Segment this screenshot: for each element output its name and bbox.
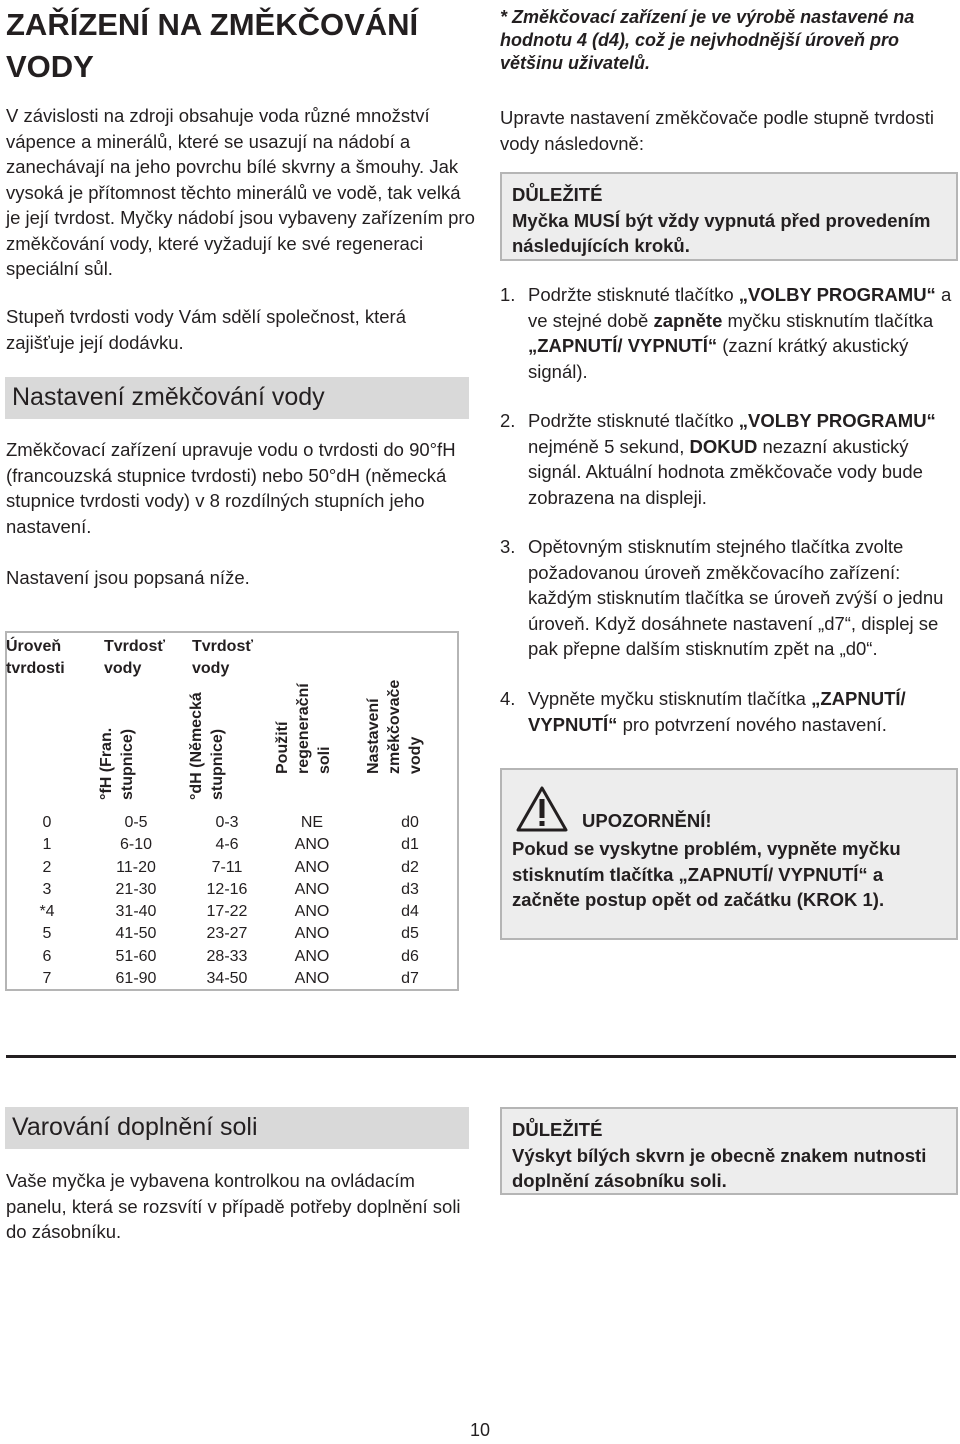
table-body xyxy=(5,812,459,990)
factory-setting-note: * Změkčovací zařízení je ve výrobě nastavené na hodnotu 4 (d4), což je nejvhodnější úroveň pro většinu uživatelů. xyxy=(500,7,915,73)
important-label: DŮLEŽITÉ xyxy=(512,184,603,205)
step-text-part: (zazní krátký akustický signál). xyxy=(528,335,909,382)
step-text-part: a ve stejné době xyxy=(528,284,952,331)
cell-fh: 21-30 xyxy=(115,880,157,898)
cell-fh: 6-10 xyxy=(119,836,153,854)
step-number: 1. xyxy=(500,284,516,305)
cell-level: 0 xyxy=(42,814,52,831)
important-label: DŮLEŽITÉ xyxy=(512,1119,603,1140)
step-emphasis: DOKUD xyxy=(689,435,758,457)
cell-salt: ANO xyxy=(294,836,330,854)
table-header-level: Úroveň tvrdosti xyxy=(6,638,65,677)
cell-fh: 51-60 xyxy=(115,947,157,965)
table-row xyxy=(5,901,459,923)
cell-setting: d3 xyxy=(401,880,419,898)
cell-fh: 0-5 xyxy=(124,814,148,831)
cell-level: 1 xyxy=(42,836,52,854)
cell-fh: 11-20 xyxy=(116,858,156,876)
step-button-name: „ZAPNUTÍ/ VYPNUTÍ“ xyxy=(528,335,718,356)
cell-dh: 0-3 xyxy=(215,814,239,831)
step-button-name: „ZAPNUTÍ/ VYPNUTÍ“ xyxy=(528,688,906,735)
step-emphasis: zapněte xyxy=(653,309,723,331)
step-number: 2. xyxy=(500,410,516,431)
intro-paragraph: V závislosti na zdroji obsahuje voda různé množství vápence a minerálů, které se usazují na nádobí a zanechávají na jeho povrchu bílé skvrny a šmouhy. Jak vysoká je přítomnost těchto minerálů ve vodě, tak velká je její tvrdost. Myčky nádobí jsou vybaveny zařízením pro změkčování vody, které vyžadují ke své regeneraci speciální sůl. xyxy=(6,105,475,279)
cell-setting: d7 xyxy=(401,970,419,988)
table-header-fh: Tvrdosť vody xyxy=(104,638,166,677)
cell-salt: NE xyxy=(300,814,324,831)
cell-fh: 61-90 xyxy=(115,970,157,988)
cell-dh: 17-22 xyxy=(206,903,248,921)
table-header-salt: Použití regenerační soli xyxy=(274,683,333,774)
table-header-dh-unit: °dH (Německá stupnice) xyxy=(188,692,226,800)
page-title: ZAŘÍZENÍ NA ZMĚKČOVÁNÍ VODY xyxy=(6,7,419,84)
cell-dh: 23-27 xyxy=(206,925,248,943)
step-text xyxy=(528,282,960,384)
section-divider xyxy=(6,1055,956,1058)
step-text-part: Podržte stisknuté tlačítko xyxy=(528,284,739,305)
step-text xyxy=(528,408,960,510)
cell-setting: d1 xyxy=(401,836,419,854)
warning-triangle-icon xyxy=(516,786,568,832)
table-header-dh: Tvrdosť vody xyxy=(192,638,254,677)
cell-fh: 31-40 xyxy=(115,903,157,921)
cell-fh: 41-50 xyxy=(115,925,157,943)
step-text-part: nezazní akustický signál. Aktuální hodnota změkčovače vody bude zobrazena na displeji. xyxy=(528,435,923,508)
table-row xyxy=(5,812,459,834)
warning-label: UPOZORNĚNÍ! xyxy=(582,810,712,831)
table-header-fh-unit: °fH (Fran. stupnice) xyxy=(98,727,136,800)
section-heading-salt-warning: Varování doplnění soli xyxy=(5,1107,469,1149)
cell-level: 2 xyxy=(42,858,52,876)
cell-level: 6 xyxy=(42,947,52,965)
step-3 xyxy=(500,534,960,674)
supplier-paragraph: Stupeň tvrdosti vody Vám sdělí společnost, která zajišťuje její dodávku. xyxy=(6,306,407,353)
step-button-name: „VOLBY PROGRAMU“ xyxy=(738,410,936,431)
cell-dh: 7-11 xyxy=(211,858,243,876)
cell-setting: d6 xyxy=(401,947,419,965)
cell-dh: 34-50 xyxy=(206,970,248,988)
step-text: Opětovným stisknutím stejného tlačítka zvolte požadovanou úroveň změkčovacího zařízení: každým stisknutím tlačítka se úroveň zvýší o jednu úroveň. Když dosáhnete nastavení „d7“, displej se pak přepne dalším stisknutím zpět na „d0“. xyxy=(528,536,944,659)
table-row xyxy=(5,879,459,901)
step-text-part: pro potvrzení nového nastavení. xyxy=(617,713,887,735)
cell-salt: ANO xyxy=(294,947,330,965)
step-2 xyxy=(500,408,960,518)
page-number: 10 xyxy=(469,1420,491,1440)
cell-setting: d0 xyxy=(401,814,419,831)
cell-level: *4 xyxy=(39,903,55,921)
step-number: 4. xyxy=(500,688,516,709)
table-row xyxy=(5,968,459,990)
adjust-intro: Upravte nastavení změkčovače podle stupně tvrdosti vody následovně: xyxy=(500,107,934,154)
settings-note: Nastavení jsou popsaná níže. xyxy=(6,567,250,588)
cell-dh: 4-6 xyxy=(215,836,239,854)
warning-box xyxy=(500,768,958,940)
cell-salt: ANO xyxy=(294,903,330,921)
step-1 xyxy=(500,282,960,392)
cell-salt: ANO xyxy=(294,925,330,943)
cell-salt: ANO xyxy=(294,970,330,988)
section-heading-softener: Nastavení změkčování vody xyxy=(5,377,469,419)
step-text-part: nejméně 5 sekund, xyxy=(528,435,690,457)
cell-setting: d5 xyxy=(401,925,419,943)
cell-level: 3 xyxy=(42,880,52,898)
table-row xyxy=(5,834,459,856)
cell-salt: ANO xyxy=(294,880,330,898)
step-button-name: „VOLBY PROGRAMU“ xyxy=(738,284,936,305)
important-text: Myčka MUSÍ být vždy vypnutá před provedením následujících kroků. xyxy=(512,209,931,256)
step-4 xyxy=(500,686,960,746)
cell-salt: ANO xyxy=(294,858,330,876)
cell-setting: d4 xyxy=(401,903,419,921)
step-text-part: myčku stisknutím tlačítka xyxy=(722,309,934,331)
important-text: Výskyt bílých skvrn je obecně znakem nutnosti doplnění zásobníku soli. xyxy=(512,1144,927,1191)
cell-dh: 28-33 xyxy=(206,947,248,965)
cell-dh: 12-16 xyxy=(206,880,248,898)
step-text-part: Vypněte myčku stisknutím tlačítka xyxy=(528,688,812,709)
important-box-salt xyxy=(500,1107,958,1195)
step-number: 3. xyxy=(500,536,516,557)
warning-text: Pokud se vyskytne problém, vypněte myčku stisknutím tlačítka „ZAPNUTÍ/ VYPNUTÍ“ a začněte postup opět od začátku (KROK 1). xyxy=(512,838,901,910)
table-row xyxy=(5,923,459,945)
step-text xyxy=(528,686,960,737)
cell-setting: d2 xyxy=(401,858,419,876)
important-box xyxy=(500,172,958,261)
cell-level: 7 xyxy=(42,970,52,988)
step-text-part: Podržte stisknuté tlačítko xyxy=(528,410,739,431)
table-row xyxy=(5,857,459,879)
table-header-setting: Nastavení změkčovače vody xyxy=(365,679,424,774)
cell-level: 5 xyxy=(42,925,52,943)
softener-description: Změkčovací zařízení upravuje vodu o tvrdosti do 90°fH (francouzská stupnice tvrdosti) nebo 50°dH (německá stupnice tvrdosti vody) v 8 rozdílných stupních jeho nastavení. xyxy=(6,439,456,537)
table-row xyxy=(5,946,459,968)
salt-warning-text: Vaše myčka je vybavena kontrolkou na ovládacím panelu, která se rozsvítí v případě potřeby doplnění soli do zásobníku. xyxy=(6,1170,461,1242)
